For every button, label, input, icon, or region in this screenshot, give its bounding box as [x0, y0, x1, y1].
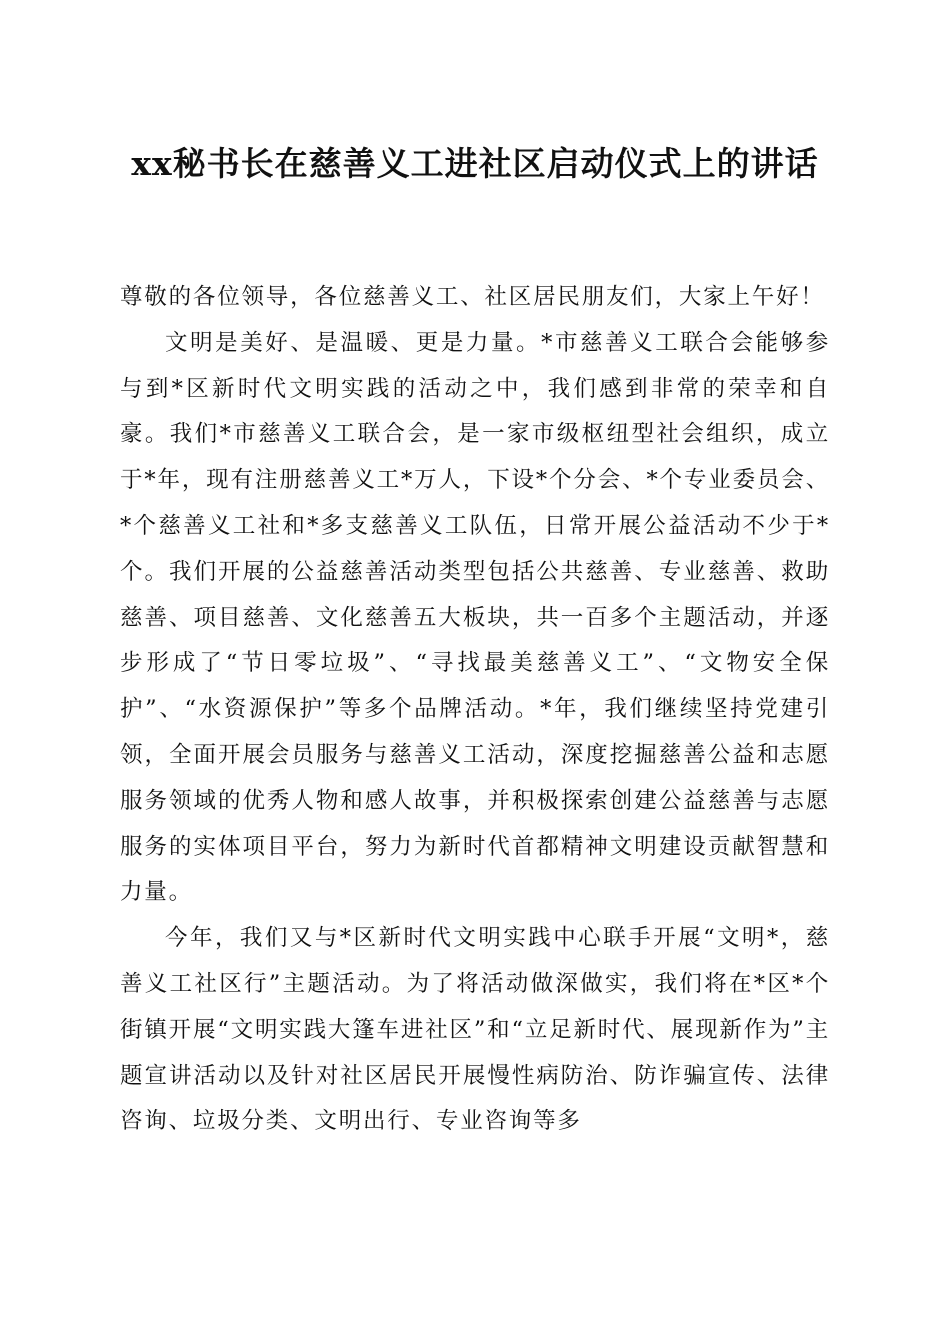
document-body	[120, 275, 830, 1145]
body-paragraph-2: 今年，我们又与*区新时代文明实践中心联手开展“文明*，慈善义工社区行”主题活动。为了将活动做深做实，我们将在*区*个街镇开展“文明实践大篷车进社区”和“立足新时代、展现新作为”主题宣讲活动以及针对社区居民开展慢性病防治、防诈骗宣传、法律咨询、垃圾分类、文明出行、专业咨询等多	[120, 925, 830, 1135]
document-title: xx秘书长在慈善义工进社区启动仪式上的讲话	[131, 144, 819, 183]
body-paragraph-1: 文明是美好、是温暖、更是力量。*市慈善义工联合会能够参与到*区新时代文明实践的活动之中，我们感到非常的荣幸和自豪。我们*市慈善义工联合会，是一家市级枢纽型社会组织，成立于*年，现有注册慈善义工*万人，下设*个分会、*个专业委员会、*个慈善义工社和*多支慈善义工队伍，日常开展公益活动不少于*个。我们开展的公益慈善活动类型包括公共慈善、专业慈善、救助慈善、项目慈善、文化慈善五大板块，共一百多个主题活动，并逐步形成了“节日零垃圾”、“寻找最美慈善义工”、“文物安全保护”、“水资源保护”等多个品牌活动。*年，我们继续坚持党建引领，全面开展会员服务与慈善义工活动，深度挖掘慈善公益和志愿服务领域的优秀人物和感人故事，并积极探索创建公益慈善与志愿服务的实体项目平台，努力为新时代首都精神文明建设贡献智慧和力量。	[120, 329, 830, 906]
salutation-paragraph: 尊敬的各位领导，各位慈善义工、社区居民朋友们，大家上午好！	[120, 284, 825, 310]
